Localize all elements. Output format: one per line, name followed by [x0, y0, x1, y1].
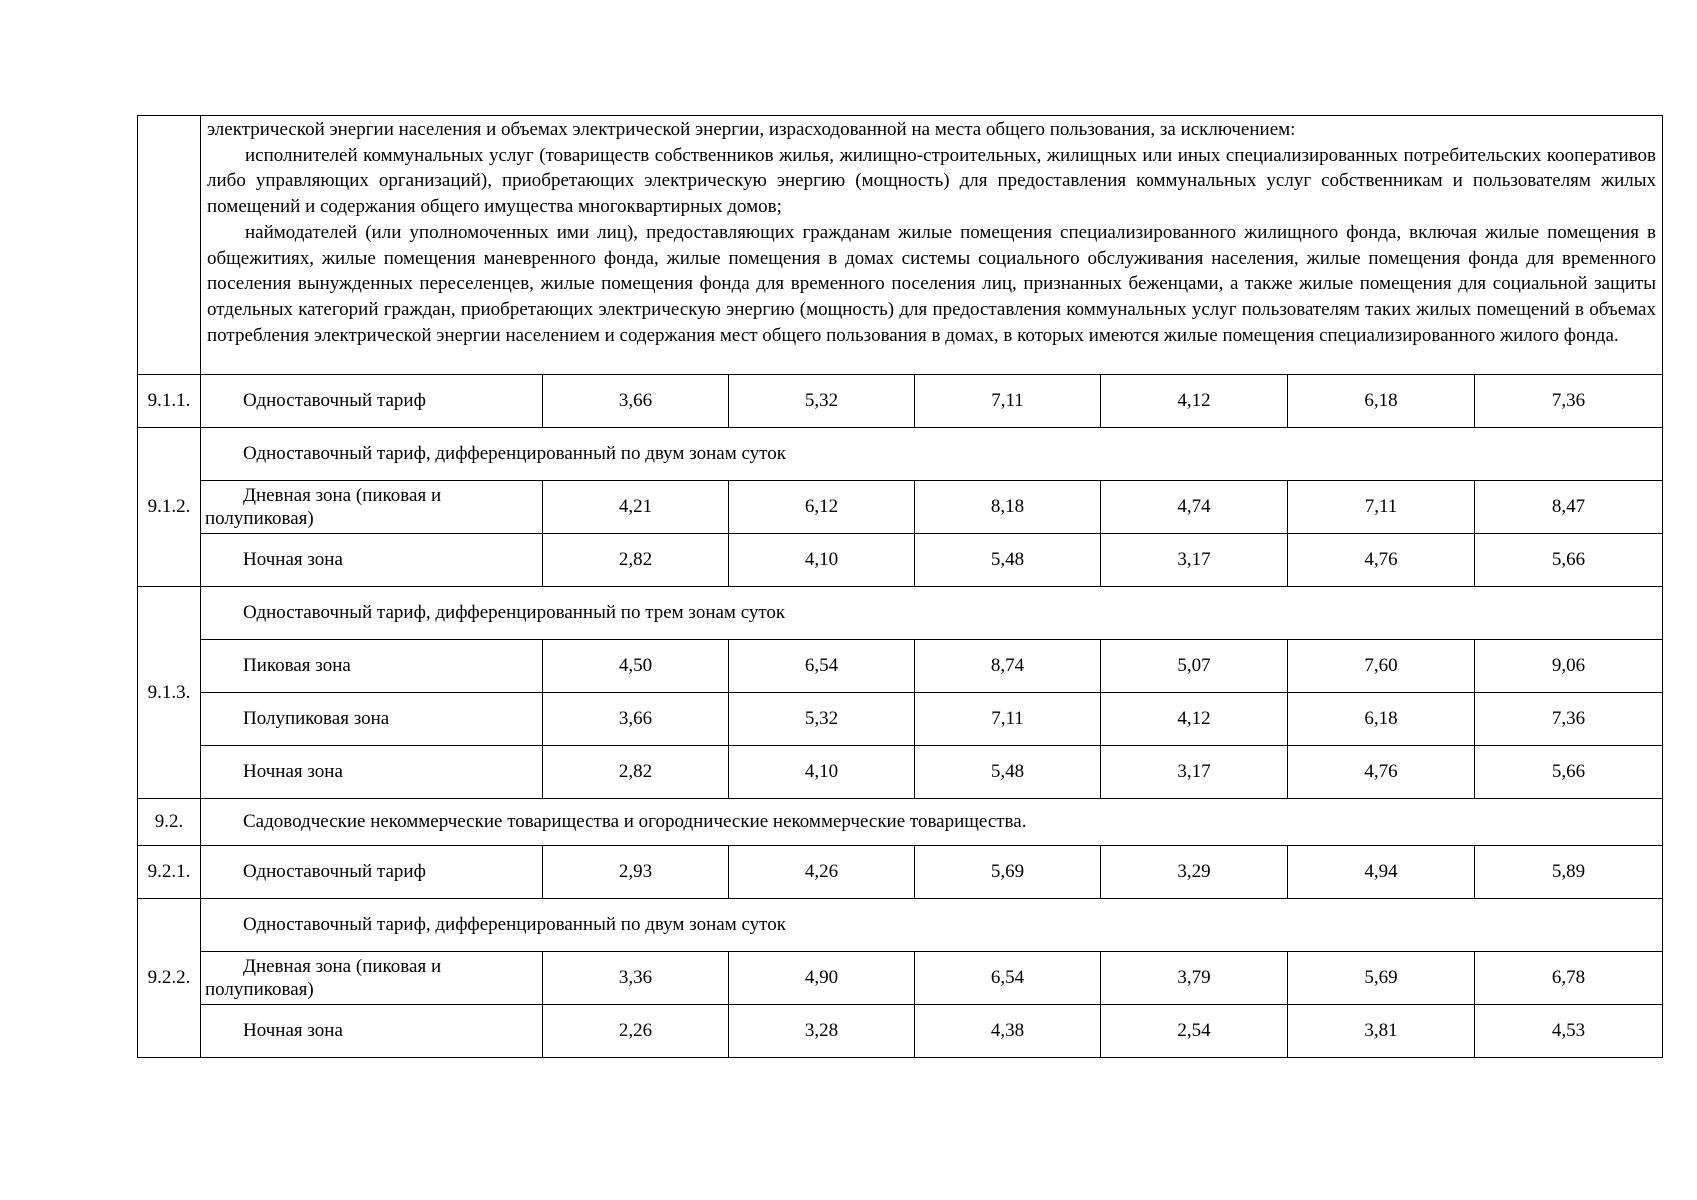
row-label: Пиковая зона: [201, 640, 543, 693]
tariff-value: 3,36: [543, 952, 729, 1005]
tariff-value: 2,82: [543, 746, 729, 799]
tariff-value: 4,12: [1101, 375, 1288, 428]
table-row: [138, 693, 1663, 746]
tariff-value: 7,36: [1475, 375, 1663, 428]
tariff-value: 9,06: [1475, 640, 1663, 693]
row-label: Одноставочный тариф: [201, 846, 543, 899]
row-number: 9.2.1.: [138, 846, 201, 899]
row-header: Одноставочный тариф, дифференцированный по трем зонам суток: [201, 587, 1663, 640]
row-label: Полупиковая зона: [201, 693, 543, 746]
table-row: [138, 534, 1663, 587]
table-row: [138, 481, 1663, 534]
tariff-value: 7,11: [1288, 481, 1475, 534]
tariff-value: 5,66: [1475, 534, 1663, 587]
tariff-value: 6,54: [915, 952, 1101, 1005]
tariff-value: 3,81: [1288, 1005, 1475, 1058]
tariff-value: 7,11: [915, 693, 1101, 746]
tariff-value: 6,78: [1475, 952, 1663, 1005]
tariff-value: 4,12: [1101, 693, 1288, 746]
tariff-value: 4,76: [1288, 534, 1475, 587]
intro-paragraph: наймодателей (или уполномоченных ими лиц), предоставляющих гражданам жилые помещения специализированного жилищного фонда, включая жилые помещения в общежитиях, жилые помещения маневренного фонда, жилые помещения в домах системы социального обслуживания населения, жилые помещения фонда для временного поселения вынужденных переселенцев, жилые помещения фонда для временного поселения лиц, признанных беженцами, а также жилые помещения для социальной защиты отдельных категорий граждан, приобретающих электрическую энергию (мощность) для предоставления коммунальных услуг пользователям таких жилых помещений в объемах потребления электрической энергии населением и содержания мест общего пользования в домах, в которых имеются жилые помещения специализированного жилого фонда.: [207, 221, 1656, 346]
tariff-value: 4,53: [1475, 1005, 1663, 1058]
intro-num-cell: [138, 116, 201, 375]
tariff-value: 2,82: [543, 534, 729, 587]
tariff-table: [137, 115, 1663, 1058]
intro-paragraph: исполнителей коммунальных услуг (товариществ собственников жилья, жилищно-строительных, жилищных или иных специализированных потребительских кооперативов либо управляющих организаций), приобретающих электрическую энергию (мощность) для предоставления коммунальных услуг собственникам и пользователям жилых помещений и содержания общего имущества многоквартирных домов;: [207, 144, 1656, 218]
table-row: [138, 375, 1663, 428]
table-row: [138, 428, 1663, 481]
tariff-value: 4,38: [915, 1005, 1101, 1058]
table-row: [138, 746, 1663, 799]
row-number: 9.2.: [138, 799, 201, 846]
tariff-value: 5,66: [1475, 746, 1663, 799]
tariff-value: 4,74: [1101, 481, 1288, 534]
tariff-value: 4,50: [543, 640, 729, 693]
tariff-value: 2,26: [543, 1005, 729, 1058]
tariff-value: 3,17: [1101, 746, 1288, 799]
tariff-value: 7,36: [1475, 693, 1663, 746]
tariff-value: 6,18: [1288, 375, 1475, 428]
tariff-value: 2,93: [543, 846, 729, 899]
row-label: Ночная зона: [201, 534, 543, 587]
tariff-value: 8,18: [915, 481, 1101, 534]
row-label: Ночная зона: [201, 746, 543, 799]
tariff-value: 7,11: [915, 375, 1101, 428]
tariff-value: 3,66: [543, 693, 729, 746]
table-row: [138, 899, 1663, 952]
row-number: 9.1.1.: [138, 375, 201, 428]
row-label: Ночная зона: [201, 1005, 543, 1058]
row-header: Одноставочный тариф, дифференцированный по двум зонам суток: [201, 899, 1663, 952]
tariff-value: 5,32: [729, 375, 915, 428]
tariff-value: 8,47: [1475, 481, 1663, 534]
tariff-value: 6,54: [729, 640, 915, 693]
intro-text-cell: [201, 116, 1663, 375]
tariff-value: 3,17: [1101, 534, 1288, 587]
table-row: [138, 952, 1663, 1005]
tariff-value: 4,90: [729, 952, 915, 1005]
tariff-value: 5,48: [915, 534, 1101, 587]
intro-row: [138, 116, 1663, 375]
tariff-value: 4,10: [729, 746, 915, 799]
tariff-value: 6,18: [1288, 693, 1475, 746]
tariff-value: 4,21: [543, 481, 729, 534]
tariff-value: 4,94: [1288, 846, 1475, 899]
row-label: Дневная зона (пиковая и полупиковая): [201, 952, 543, 1005]
tariff-value: 5,69: [915, 846, 1101, 899]
tariff-value: 5,48: [915, 746, 1101, 799]
row-label: Одноставочный тариф: [201, 375, 543, 428]
tariff-value: 3,29: [1101, 846, 1288, 899]
intro-paragraph: электрической энергии населения и объемах электрической энергии, израсходованной на места общего пользования, за исключением:: [207, 119, 1296, 140]
tariff-value: 3,28: [729, 1005, 915, 1058]
row-number: 9.1.2.: [138, 428, 201, 587]
tariff-value: 2,54: [1101, 1005, 1288, 1058]
tariff-value: 8,74: [915, 640, 1101, 693]
table-row: [138, 587, 1663, 640]
table-row: [138, 799, 1663, 846]
table-row: [138, 846, 1663, 899]
row-header: Одноставочный тариф, дифференцированный по двум зонам суток: [201, 428, 1663, 481]
row-header: Садоводческие некоммерческие товарищества и огороднические некоммерческие товарищества.: [201, 799, 1663, 846]
tariff-value: 5,89: [1475, 846, 1663, 899]
tariff-value: 3,79: [1101, 952, 1288, 1005]
tariff-value: 3,66: [543, 375, 729, 428]
tariff-value: 4,26: [729, 846, 915, 899]
row-number: 9.1.3.: [138, 587, 201, 799]
table-row: [138, 640, 1663, 693]
tariff-value: 6,12: [729, 481, 915, 534]
tariff-value: 5,69: [1288, 952, 1475, 1005]
tariff-value: 4,10: [729, 534, 915, 587]
table-row: [138, 1005, 1663, 1058]
tariff-value: 5,07: [1101, 640, 1288, 693]
tariff-value: 7,60: [1288, 640, 1475, 693]
tariff-value: 5,32: [729, 693, 915, 746]
row-label: Дневная зона (пиковая и полупиковая): [201, 481, 543, 534]
row-number: 9.2.2.: [138, 899, 201, 1058]
tariff-value: 4,76: [1288, 746, 1475, 799]
